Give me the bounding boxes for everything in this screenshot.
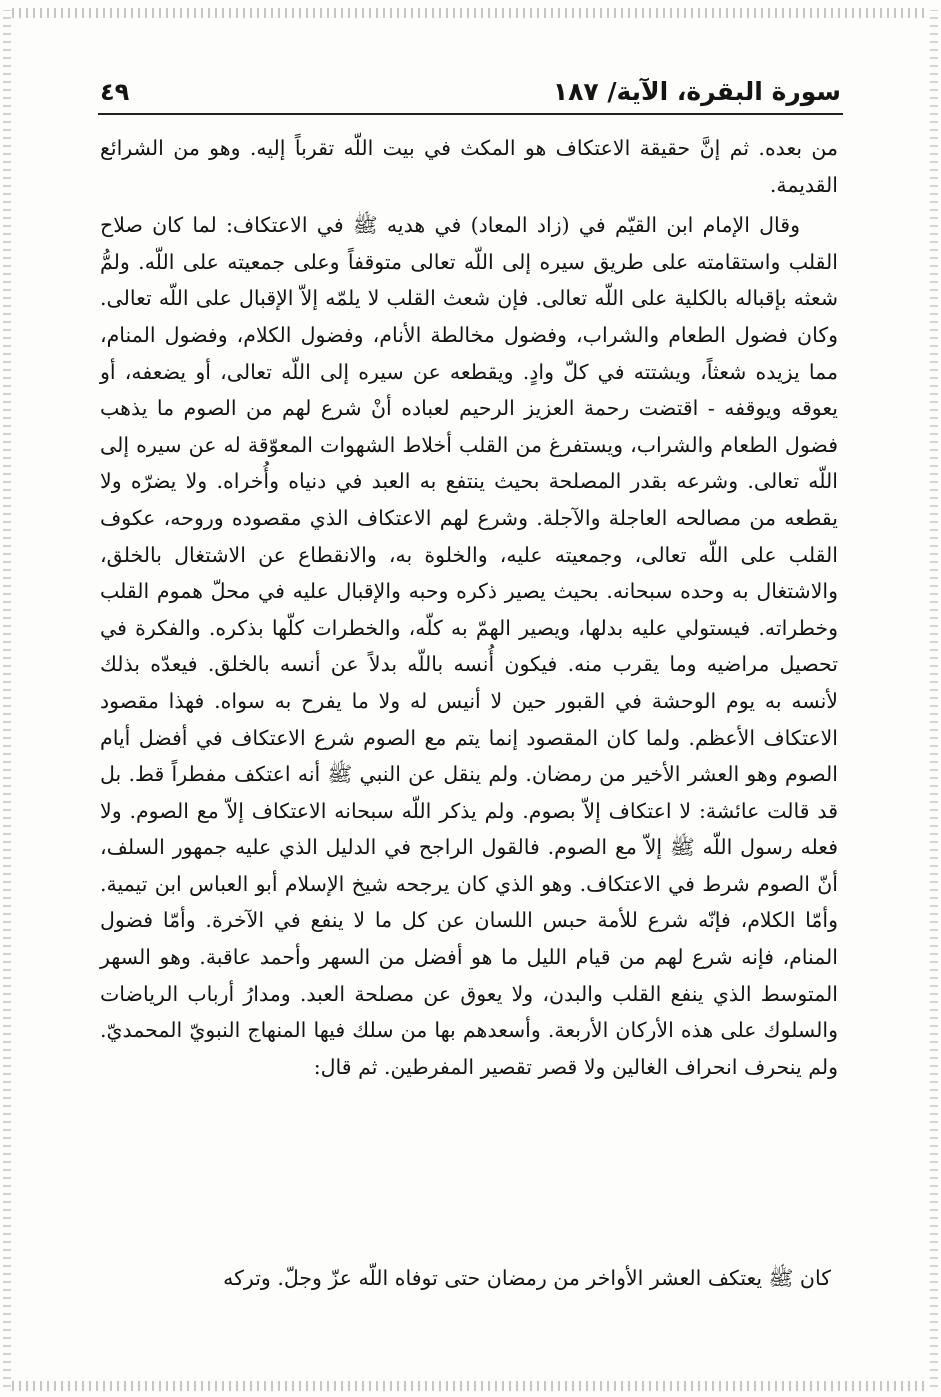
paragraph-2: وقال الإمام ابن القيّم في (زاد المعاد) في هديه ﷺ في الاعتكاف: لما كان صلاح القلب واستقامته على طريق سيره إلى اللّه تعالى متوقفاً وعلى جمعيته على اللّه. ولمُّ شعثه بإقباله بالكلية على اللّه تعالى. فإن شعث القلب لا يلمّه إلاّ الإقبال على اللّه تعالى. وكان فضول الطعام والشراب، وفضول مخالطة الأنام، وفضول الكلام، وفضول المنام، مما يزيده شعثاً، ويشتته في كلّ وادٍ. ويقطعه عن سيره إلى اللّه تعالى، أو يضعفه، أو يعوقه ويوقفه - اقتضت رحمة العزيز الرحيم لعباده أنْ شرع لهم من الصوم ما يذهب فضول الطعام والشراب، ويستفرغ من القلب أخلاط الشهوات المعوّقة له عن سيره إلى اللّه تعالى. وشرعه بقدر المصلحة بحيث ينتفع به العبد في دنياه وأُخراه. ولا يضرّه ولا يقطعه من مصالحه العاجلة والآجلة. وشرع لهم الاعتكاف الذي مقصوده وروحه، عكوف القلب على اللّه تعالى، وجمعيته عليه، والخلوة به، والانقطاع عن الاشتغال بالخلق، والاشتغال به وحده سبحانه. بحيث يصير ذكره وحبه والإقبال عليه في محلّ هموم القلب وخطراته. فيستولي عليه بدلها، ويصير الهمّ به كلّه، والخطرات كلّها بذكره. والفكرة في تحصيل مراضيه وما يقرب منه. فيكون أُنسه باللّه بدلاً عن أنسه بالخلق. فيعدّه بذلك لأنسه به يوم الوحشة في القبور حين لا أنيس له ولا ما يفرح به سواه. فهذا مقصود الاعتكاف الأعظم. ولما كان المقصود إنما يتم مع الصوم شرع الاعتكاف في أفضل أيام الصوم وهو العشر الأخير من رمضان. ولم ينقل عن النبي ﷺ أنه اعتكف مفطراً قط. بل قد قالت عائشة: لا اعتكاف إلاّ بصوم. ولم يذكر اللّه سبحانه الاعتكاف إلاّ مع الصوم. ولا فعله رسول اللّه ﷺ إلاّ مع الصوم. فالقول الراجح في الدليل الذي عليه جمهور السلف، أنّ الصوم شرط في الاعتكاف. وهو الذي كان يرجحه شيخ الإسلام أبو العباس ابن تيمية. وأمّا الكلام، فإنّه شرع للأمة حبس اللسان عن كل ما لا ينفع في الآخرة. وأمّا فضول المنام، فإنه شرع لهم من قيام الليل ما هو أفضل من السهر وأحمد عاقبة. وهو السهر المتوسط الذي ينفع القلب والبدن، ولا يعوق عن مصلحة العبد. ومدارُ أرباب الرياضات والسلوك على هذه الأركان الأربعة. وأسعدهم بها من سلك فيها المنهاج النبويّ المحمديّ. ولم ينحرف انحراف الغالين ولا قصر تقصير المفرطين. ثم قال: xyxy=(100,213,838,1079)
body-text xyxy=(100,130,838,1085)
paragraph-1: من بعده. ثم إنَّ حقيقة الاعتكاف هو المكث في بيت اللّه تقرباً إليه. وهو من الشرائع القديمة. xyxy=(100,136,838,197)
decorative-border-right xyxy=(930,10,938,1387)
page-number: ٤٩ xyxy=(100,78,130,106)
quoted-line: كان ﷺ يعتكف العشر الأواخر من رمضان حتى توفاه اللّه عزّ وجلّ. وتركه xyxy=(223,1266,831,1290)
decorative-border-top xyxy=(12,8,929,18)
header-rule xyxy=(98,113,843,115)
page-header xyxy=(100,68,841,108)
running-title: سورة البقرة، الآية/ ١٨٧ xyxy=(552,77,841,106)
decorative-border-left xyxy=(3,10,11,1387)
decorative-border-bottom xyxy=(12,1381,929,1391)
